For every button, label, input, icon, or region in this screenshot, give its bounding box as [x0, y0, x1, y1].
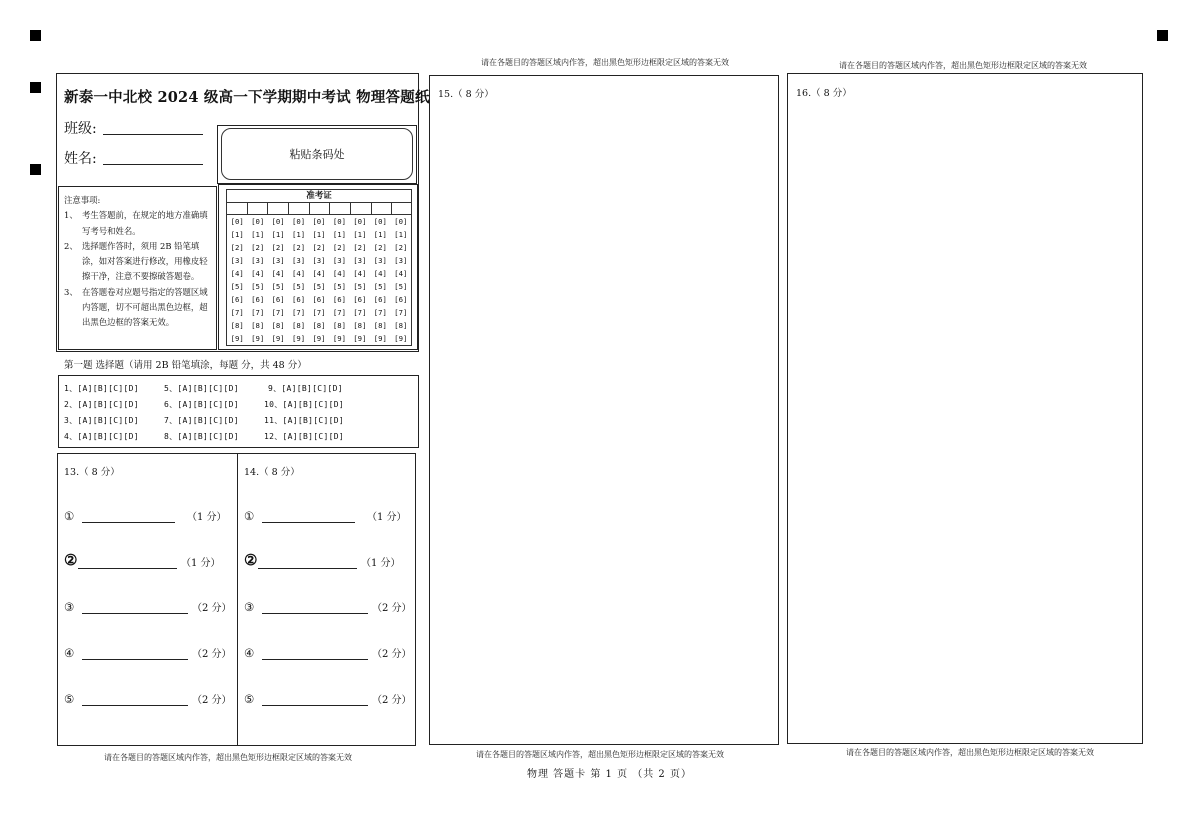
admission-digit-bubble[interactable]: [0] [353, 217, 367, 226]
admission-digit-bubble[interactable]: [8] [394, 321, 408, 330]
admission-digit-bubble[interactable]: [6] [230, 295, 244, 304]
admission-digit-bubble[interactable]: [9] [291, 334, 306, 343]
admission-digit-bubble[interactable]: [6] [291, 295, 306, 304]
admission-digit-bubble[interactable]: [8] [230, 321, 244, 330]
q14-blank-4[interactable]: ④ （2 分） [244, 646, 412, 660]
instruction-item: 3、 在答题卷对应题号指定的答题区域内答题，切不可超出黑色边框，超出黑色边框的答案无效。 [64, 286, 208, 328]
q14-blank-2[interactable]: ② （1 分） [244, 551, 401, 569]
admission-digit-bubble[interactable]: [2] [332, 243, 347, 252]
admission-digit-bubble[interactable]: [9] [230, 334, 244, 343]
name-input-line[interactable] [103, 152, 203, 165]
admission-digit-bubble[interactable]: [5] [373, 282, 387, 291]
admission-digit-bubble[interactable]: [3] [251, 256, 265, 265]
admission-digit-bubble[interactable]: [0] [332, 217, 347, 226]
admission-digit-bubble[interactable]: [3] [271, 256, 285, 265]
q14-blank-3[interactable]: ③ （2 分） [244, 600, 412, 614]
q16-label: 16.（ 8 分） [796, 88, 852, 99]
admission-digit-bubble[interactable]: [6] [312, 295, 326, 304]
admission-digit-bubble[interactable]: [5] [353, 282, 367, 291]
section1-title: 第一题 选择题（请用 2B 铅笔填涂，每题 分，共 48 分） [64, 360, 307, 371]
admission-digit-bubble[interactable]: [0] [373, 217, 387, 226]
admission-digit-bubble[interactable]: [6] [332, 295, 347, 304]
admission-digit-row [227, 306, 411, 319]
admission-digit-bubble[interactable]: [4] [271, 269, 285, 278]
admission-digit-bubble[interactable]: [3] [394, 256, 408, 265]
admission-digit-bubble[interactable]: [2] [373, 243, 387, 252]
admission-digit-bubble[interactable]: [9] [251, 334, 265, 343]
admission-digit-bubble[interactable]: [2] [291, 243, 306, 252]
admission-digit-row [227, 267, 411, 280]
admission-digit-bubble[interactable]: [3] [312, 256, 326, 265]
admission-digit-bubble[interactable]: [4] [353, 269, 367, 278]
page-title: 新泰一中北校 2024 级高一下学期期中考试 物理答题纸 [64, 89, 430, 106]
admission-write-row[interactable] [226, 203, 412, 214]
admission-digit-bubble[interactable]: [9] [394, 334, 408, 343]
admission-digit-bubble[interactable]: [1] [271, 230, 285, 239]
admission-digit-bubble[interactable]: [1] [394, 230, 408, 239]
registration-mark [30, 164, 41, 175]
choice-11[interactable]: 11、[A][B][C][D] [264, 416, 344, 425]
admission-digit-bubble[interactable]: [7] [271, 308, 285, 317]
choice-1[interactable]: 1、[A][B][C][D] [64, 384, 139, 393]
admission-digit-bubble[interactable]: [1] [251, 230, 265, 239]
q13-blank-5[interactable]: ⑤ （2 分） [64, 692, 232, 706]
admission-digit-bubble[interactable]: [3] [332, 256, 347, 265]
admission-digit-bubble[interactable]: [4] [312, 269, 326, 278]
admission-digit-bubble[interactable]: [4] [291, 269, 306, 278]
q14-blank-5[interactable]: ⑤ （2 分） [244, 692, 412, 706]
notice-top-middle: 请在各题目的答题区域内作答，超出黑色矩形边框限定区域的答案无效 [481, 58, 729, 67]
admission-digit-bubble[interactable]: [3] [353, 256, 367, 265]
choice-5[interactable]: 5、[A][B][C][D] [164, 384, 239, 393]
admission-digit-bubble[interactable]: [9] [332, 334, 347, 343]
admission-number-grid [226, 189, 412, 346]
q14-blank-1[interactable]: ① （1 分） [244, 509, 407, 523]
admission-digit-bubble[interactable]: [1] [312, 230, 326, 239]
choice-6[interactable]: 6、[A][B][C][D] [164, 400, 239, 409]
admission-digit-bubble[interactable]: [2] [353, 243, 367, 252]
registration-mark [30, 30, 41, 41]
admission-digit-bubble[interactable]: [1] [332, 230, 347, 239]
registration-mark [1157, 30, 1168, 41]
admission-digit-bubble[interactable]: [5] [332, 282, 347, 291]
instruction-item: 2、 选择题作答时，须用 2B 铅笔填涂，如对答案进行修改，用橡皮轻擦干净，注意不要擦破答题卷。 [64, 240, 208, 282]
admission-digit-bubble[interactable]: [3] [291, 256, 306, 265]
admission-digit-bubble[interactable]: [5] [291, 282, 306, 291]
admission-digit-bubble[interactable]: [7] [373, 308, 387, 317]
admission-digit-bubble[interactable]: [8] [312, 321, 326, 330]
admission-digit-bubble[interactable]: [7] [332, 308, 347, 317]
barcode-label: 粘贴条码处 [289, 148, 345, 161]
choice-9[interactable]: 9、[A][B][C][D] [268, 384, 343, 393]
admission-digit-bubble[interactable]: [7] [394, 308, 408, 317]
admission-digit-row [227, 241, 411, 254]
class-input-line[interactable] [103, 122, 203, 135]
notice-top-right: 请在各题目的答题区域内作答，超出黑色矩形边框限定区域的答案无效 [839, 61, 1087, 70]
admission-digit-row [227, 254, 411, 267]
admission-digit-bubble[interactable]: [6] [353, 295, 367, 304]
admission-digit-bubble[interactable]: [7] [291, 308, 306, 317]
admission-digit-bubble[interactable]: [2] [312, 243, 326, 252]
admission-digit-bubble[interactable]: [1] [291, 230, 306, 239]
admission-digit-bubble[interactable]: [0] [312, 217, 326, 226]
admission-digit-bubble[interactable]: [4] [373, 269, 387, 278]
admission-digit-bubble[interactable]: [1] [230, 230, 244, 239]
admission-digit-bubble[interactable]: [0] [394, 217, 408, 226]
choice-3[interactable]: 3、[A][B][C][D] [64, 416, 139, 425]
admission-digit-bubble[interactable]: [9] [373, 334, 387, 343]
admission-digit-bubble[interactable]: [4] [394, 269, 408, 278]
q13-blank-2[interactable]: ② （1 分） [64, 551, 221, 569]
admission-digit-bubble[interactable]: [1] [373, 230, 387, 239]
registration-mark [30, 82, 41, 93]
instruction-item: 1、 考生答题前，在规定的地方准确填写考号和姓名。 [64, 210, 208, 236]
admission-digit-row [227, 293, 411, 306]
notice-bottom-middle: 请在各题目的答题区域内作答，超出黑色矩形边框限定区域的答案无效 [476, 750, 724, 759]
admission-digit-row [227, 215, 411, 228]
instructions-heading: 注意事项: [64, 195, 101, 205]
admission-digit-bubble[interactable]: [5] [230, 282, 244, 291]
q15-label: 15.（ 8 分） [438, 89, 494, 100]
admission-digit-bubble[interactable]: [0] [230, 217, 244, 226]
admission-digit-bubble[interactable]: [8] [353, 321, 367, 330]
admission-digit-bubble[interactable]: [4] [230, 269, 244, 278]
admission-digit-bubble[interactable]: [1] [353, 230, 367, 239]
admission-digit-bubble[interactable]: [3] [373, 256, 387, 265]
admission-digit-bubble[interactable]: [9] [312, 334, 326, 343]
q13-blank-4[interactable]: ④ （2 分） [64, 646, 232, 660]
q16-answer-area[interactable] [787, 73, 1143, 744]
admission-digit-bubble[interactable]: [6] [271, 295, 285, 304]
class-field[interactable] [64, 118, 203, 138]
admission-digit-bubble[interactable]: [5] [271, 282, 285, 291]
q13-blank-3[interactable]: ③ （2 分） [64, 600, 232, 614]
admission-digit-bubble[interactable]: [7] [312, 308, 326, 317]
admission-digit-bubble[interactable]: [6] [251, 295, 265, 304]
notice-bottom-left: 请在各题目的答题区域内作答，超出黑色矩形边框限定区域的答案无效 [104, 753, 352, 762]
admission-digit-bubble[interactable]: [6] [373, 295, 387, 304]
q14-label: 14.（ 8 分） [244, 467, 300, 478]
admission-digit-row [227, 228, 411, 241]
admission-digit-bubble[interactable]: [0] [271, 217, 285, 226]
admission-digit-bubble[interactable]: [8] [332, 321, 347, 330]
name-field[interactable] [64, 148, 203, 168]
q15-answer-area[interactable] [429, 75, 779, 745]
admission-digit-bubble[interactable]: [7] [230, 308, 244, 317]
admission-digit-bubble[interactable]: [5] [312, 282, 326, 291]
admission-digit-bubble[interactable]: [5] [251, 282, 265, 291]
admission-digit-row [227, 319, 411, 332]
admission-digit-bubble[interactable]: [3] [230, 256, 244, 265]
admission-digit-bubble[interactable]: [2] [394, 243, 408, 252]
admission-digit-bubble[interactable]: [4] [251, 269, 265, 278]
barcode-area [221, 128, 413, 180]
name-label: 姓名: [64, 151, 97, 167]
admission-digit-bubble[interactable]: [2] [230, 243, 244, 252]
choice-10[interactable]: 10、[A][B][C][D] [264, 400, 344, 409]
class-label: 班级: [64, 121, 97, 137]
choice-4[interactable]: 4、[A][B][C][D] [64, 432, 139, 441]
choice-12[interactable]: 12、[A][B][C][D] [264, 432, 344, 441]
admission-digit-row [227, 280, 411, 293]
notice-bottom-right: 请在各题目的答题区域内作答，超出黑色矩形边框限定区域的答案无效 [846, 748, 1094, 757]
admission-digit-bubble[interactable]: [9] [271, 334, 285, 343]
choice-7[interactable]: 7、[A][B][C][D] [164, 416, 239, 425]
admission-digit-bubble[interactable]: [8] [373, 321, 387, 330]
admission-digit-bubble[interactable]: [0] [291, 217, 306, 226]
admission-digit-bubble[interactable]: [2] [251, 243, 265, 252]
admission-digit-bubble[interactable]: [7] [251, 308, 265, 317]
admission-digit-bubble[interactable]: [6] [394, 295, 408, 304]
admission-digit-bubble[interactable]: [9] [353, 334, 367, 343]
admission-digit-bubble[interactable]: [7] [353, 308, 367, 317]
admission-digit-bubble[interactable]: [2] [271, 243, 285, 252]
admission-digit-bubble[interactable]: [0] [251, 217, 265, 226]
instructions-box [58, 186, 217, 350]
choice-8[interactable]: 8、[A][B][C][D] [164, 432, 239, 441]
admission-digit-bubble[interactable]: [8] [291, 321, 306, 330]
admission-title: 准考证 [226, 189, 412, 203]
q13-blank-1[interactable]: ① （1 分） [64, 509, 227, 523]
admission-digit-bubble[interactable]: [4] [332, 269, 347, 278]
q13-label: 13.（ 8 分） [64, 467, 120, 478]
admission-digit-row [227, 332, 411, 345]
choice-2[interactable]: 2、[A][B][C][D] [64, 400, 139, 409]
admission-digit-bubble[interactable]: [5] [394, 282, 408, 291]
admission-digit-bubble[interactable]: [8] [271, 321, 285, 330]
page-footer: 物理 答题卡 第 1 页 （共 2 页） [527, 769, 692, 780]
admission-digit-bubble[interactable]: [8] [251, 321, 265, 330]
